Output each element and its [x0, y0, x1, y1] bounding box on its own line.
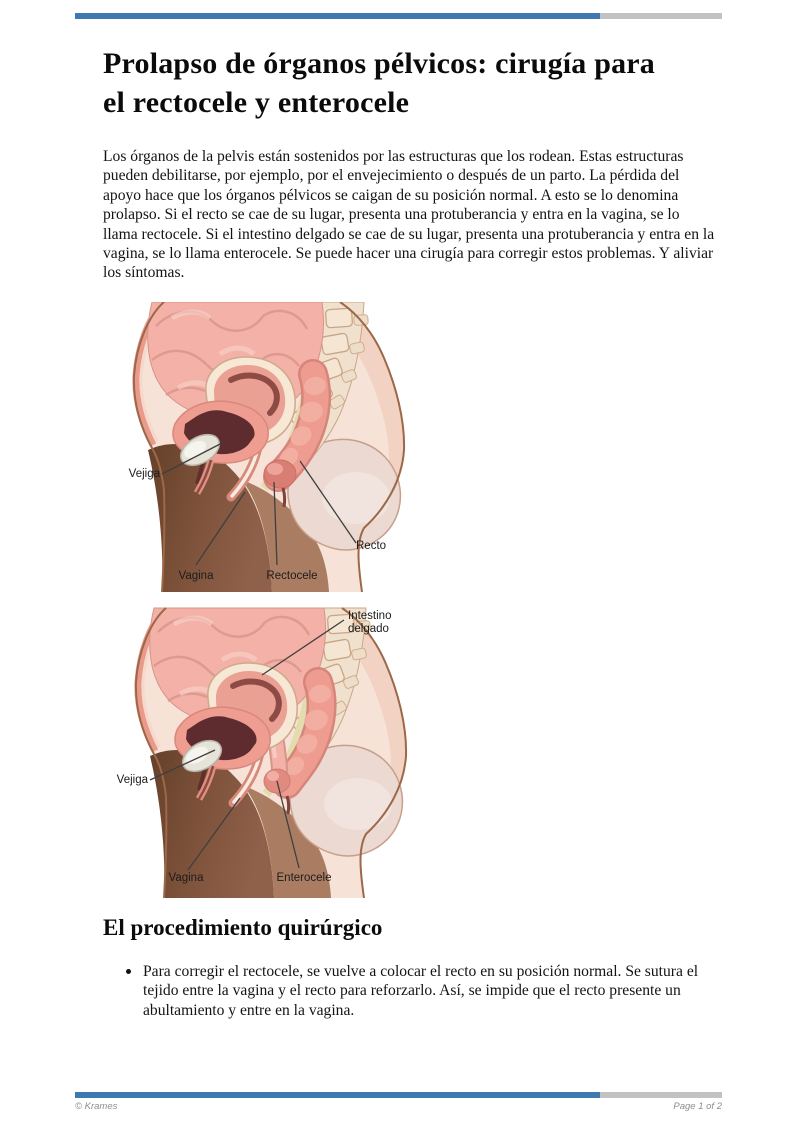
footer-accent-bar-blue	[75, 1092, 600, 1098]
label-recto: Recto	[356, 540, 387, 552]
figure-rectocele	[112, 302, 412, 592]
page-title-line1: Prolapso de órganos pélvicos: cirugía para	[103, 47, 656, 80]
label-intestino-delgado: Intestino delgado	[348, 610, 392, 635]
page-title	[103, 44, 725, 122]
label-vejiga: Vejiga	[128, 468, 160, 480]
label-vagina: Vagina	[178, 570, 214, 582]
footer	[75, 1101, 722, 1112]
label-vejiga: Vejiga	[116, 774, 148, 786]
footer-accent-bar	[75, 1092, 722, 1098]
label-rectocele: Rectocele	[266, 570, 318, 582]
bullet-list	[121, 962, 699, 1020]
label-enterocele: Enterocele	[276, 872, 332, 884]
header-accent-bar-gray	[600, 13, 722, 19]
label-vagina: Vagina	[168, 872, 204, 884]
footer-copyright: © Krames	[75, 1101, 118, 1112]
section-heading: El procedimiento quirúrgico	[103, 915, 383, 940]
footer-accent-bar-gray	[600, 1092, 722, 1098]
figure-enterocele	[110, 600, 422, 898]
intro-paragraph: Los órganos de la pelvis están sostenidos por las estructuras que los rodean. Estas estructuras pueden debilitarse, por ejemplo, por el envejecimiento o después de un parto. La pérdida del apoyo hace que los órganos pélvicos se caigan de su posición normal. A esto se lo denomina prolapso. Si el recto se cae de su lugar, presenta una protuberancia y entra en la vagina, se lo llama rectocele. Si el intestino delgado se cae de su lugar, presenta una protuberancia y entra en la vagina, se lo llama enterocele. Se puede hacer una cirugía para corregir estos problemas. Y aliviar los síntomas.	[103, 148, 715, 282]
page-title-line2: el rectocele y enterocele	[103, 86, 410, 119]
pelvis-enterocele-illustration	[110, 600, 422, 898]
header-accent-bar	[75, 13, 722, 19]
header-accent-bar-blue	[75, 13, 600, 19]
bullet-item: Para corregir el rectocele, se vuelve a colocar el recto en su posición normal. Se sutura el tejido entre la vagina y el recto para reforzarlo. Así, se impide que el recto presente un abultamiento y entre en la vagina.	[121, 962, 699, 1020]
footer-page-info: Page 1 of 2	[673, 1101, 722, 1112]
